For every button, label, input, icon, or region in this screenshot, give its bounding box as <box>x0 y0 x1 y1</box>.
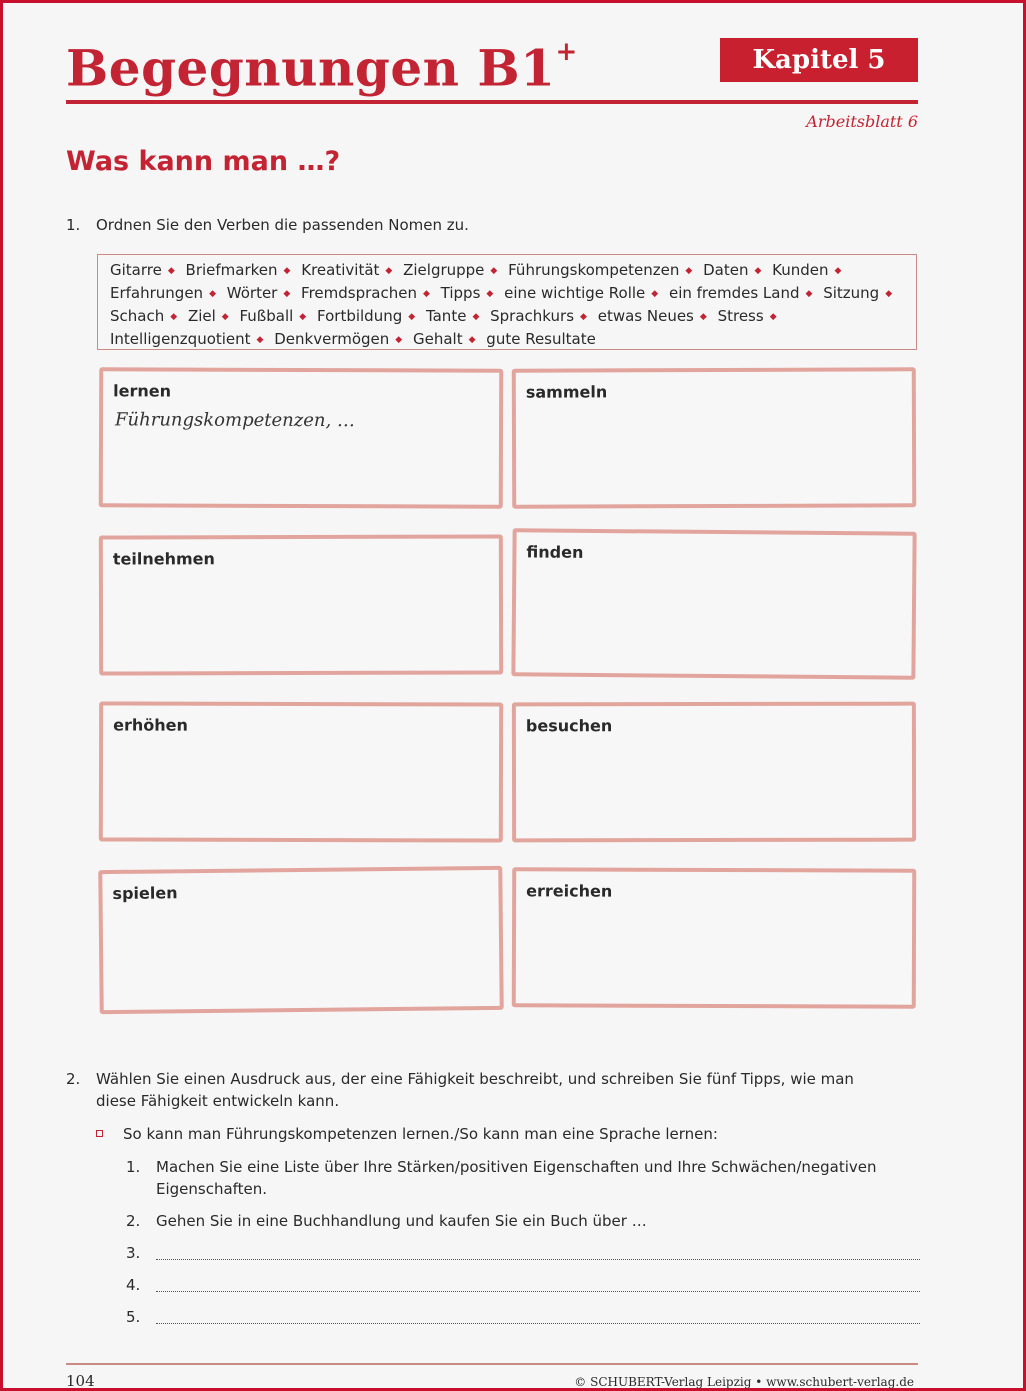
verb-box-teilnehmen[interactable] <box>99 534 503 675</box>
word-bank-item: Fremdsprachen <box>301 284 417 302</box>
word-bank <box>97 254 917 350</box>
diamond-separator-icon: ◆ <box>490 266 498 276</box>
verb-label: teilnehmen <box>112 549 215 569</box>
page-title: Was kann man …? <box>66 146 341 177</box>
word-bank-item: Fortbildung <box>317 307 403 325</box>
diamond-separator-icon: ◆ <box>422 289 430 299</box>
verb-label: finden <box>526 542 584 562</box>
item-number: 5. <box>126 1308 141 1326</box>
verb-label: lernen <box>113 381 172 401</box>
word-bank-item: eine wichtige Rolle <box>504 284 646 302</box>
dotted-line <box>156 1291 920 1292</box>
word-bank-item: Wörter <box>226 284 278 302</box>
footer-rule <box>66 1363 918 1365</box>
diamond-separator-icon: ◆ <box>256 335 264 345</box>
diamond-separator-icon: ◆ <box>885 289 893 299</box>
diamond-separator-icon: ◆ <box>283 289 291 299</box>
word-bank-item: Denkvermögen <box>274 330 390 348</box>
diamond-separator-icon: ◆ <box>167 266 175 276</box>
blank-answer-line[interactable] <box>126 1274 920 1296</box>
verb-label: erhöhen <box>113 715 188 735</box>
brand-title: Begegnungen B1+ <box>66 37 578 98</box>
bullet-prompt <box>96 1125 718 1143</box>
diamond-separator-icon: ◆ <box>170 312 178 322</box>
item-number: 4. <box>126 1276 141 1294</box>
dotted-line <box>156 1323 920 1324</box>
word-bank-item: Sprachkurs <box>490 307 575 325</box>
verb-box-sammeln[interactable] <box>512 367 916 508</box>
word-bank-item: ein fremdes Land <box>668 284 800 302</box>
diamond-separator-icon: ◆ <box>699 312 707 322</box>
header-rule <box>66 100 918 104</box>
blank-answer-line[interactable] <box>126 1242 920 1264</box>
item-text: Machen Sie eine Liste über Ihre Stärken/positiven Eigenschaften und Ihre Schwächen/negativen Eigenschaften. <box>156 1158 877 1198</box>
list-item <box>126 1156 920 1200</box>
word-bank-item: Sitzung <box>823 284 880 302</box>
item-number: 1. <box>126 1158 141 1176</box>
word-bank-item: Gehalt <box>412 330 463 348</box>
word-bank-item: Erfahrungen <box>110 284 204 302</box>
diamond-separator-icon: ◆ <box>468 335 476 345</box>
word-bank-item: Tipps <box>440 284 481 302</box>
word-bank-item: Schach <box>110 307 165 325</box>
task-number: 2. <box>66 1070 81 1088</box>
worksheet-label: Arbeitsblatt 6 <box>806 112 918 131</box>
item-text: Gehen Sie in eine Buchhandlung und kaufen Sie ein Buch über … <box>156 1212 647 1230</box>
word-bank-item: Daten <box>703 261 749 279</box>
tips-list <box>126 1156 920 1338</box>
diamond-separator-icon: ◆ <box>486 289 494 299</box>
diamond-separator-icon: ◆ <box>580 312 587 322</box>
task-2-instruction <box>66 1068 896 1112</box>
page-number: 104 <box>66 1372 95 1390</box>
word-bank-item: Briefmarken <box>185 261 278 279</box>
task-number: 1. <box>66 216 81 234</box>
header <box>66 30 918 105</box>
diamond-separator-icon: ◆ <box>209 289 216 299</box>
diamond-separator-icon: ◆ <box>769 312 777 322</box>
diamond-separator-icon: ◆ <box>685 266 693 276</box>
word-bank-item: gute Resultate <box>486 330 596 348</box>
diamond-separator-icon: ◆ <box>395 335 403 345</box>
verb-box-lernen[interactable] <box>99 367 503 508</box>
list-item <box>126 1210 920 1232</box>
verb-box-spielen[interactable] <box>98 866 503 1014</box>
verb-label: sammeln <box>525 382 608 402</box>
verb-box-besuchen[interactable] <box>512 702 916 843</box>
diamond-separator-icon: ◆ <box>408 312 416 322</box>
diamond-separator-icon: ◆ <box>385 266 393 276</box>
diamond-separator-icon: ◆ <box>472 312 480 322</box>
word-bank-item: Führungskompetenzen <box>508 261 680 279</box>
item-number: 3. <box>126 1244 141 1262</box>
verb-label: spielen <box>112 883 178 903</box>
word-bank-item: Gitarre <box>110 261 162 279</box>
item-number: 2. <box>126 1212 141 1230</box>
task-text: Wählen Sie einen Ausdruck aus, der eine Fähigkeit beschreibt, und schreiben Sie fünf Tipps, wie man diese Fähigkeit entwickeln kann. <box>96 1070 854 1110</box>
task-1-instruction <box>66 216 469 234</box>
diamond-separator-icon: ◆ <box>283 266 291 276</box>
word-bank-item: Kunden <box>772 261 829 279</box>
verb-box-erhoehen[interactable] <box>99 701 503 842</box>
square-bullet-icon <box>96 1130 103 1137</box>
diamond-separator-icon: ◆ <box>299 312 307 322</box>
word-bank-item: Ziel <box>187 307 216 325</box>
diamond-separator-icon: ◆ <box>651 289 659 299</box>
dotted-line <box>156 1259 920 1260</box>
verb-label: besuchen <box>525 716 613 736</box>
word-bank-item: Stress <box>717 307 764 325</box>
word-bank-item: Kreativität <box>301 261 380 279</box>
verb-box-erreichen[interactable] <box>512 867 916 1008</box>
diamond-separator-icon: ◆ <box>754 266 762 276</box>
word-bank-item: Zielgruppe <box>403 261 485 279</box>
task-text: Ordnen Sie den Verben die passenden Nomen zu. <box>96 216 469 234</box>
footer-copyright: © SCHUBERT-Verlag Leipzig • www.schubert-verlag.de <box>574 1375 914 1389</box>
word-bank-item: Intelligenzquotient <box>110 330 251 348</box>
blank-answer-line[interactable] <box>126 1306 920 1328</box>
verb-label: erreichen <box>526 881 613 901</box>
example-answer: Führungskompetenzen, … <box>115 409 355 432</box>
bullet-text: So kann man Führungskompetenzen lernen./So kann man eine Sprache lernen: <box>123 1125 718 1143</box>
word-bank-item: Fußball <box>239 307 294 325</box>
verb-box-finden[interactable] <box>511 528 916 680</box>
word-bank-item: etwas Neues <box>597 307 694 325</box>
chapter-badge: Kapitel 5 <box>720 38 918 82</box>
diamond-separator-icon: ◆ <box>834 266 842 276</box>
word-bank-item: Tante <box>425 307 467 325</box>
diamond-separator-icon: ◆ <box>805 289 813 299</box>
diamond-separator-icon: ◆ <box>221 312 229 322</box>
